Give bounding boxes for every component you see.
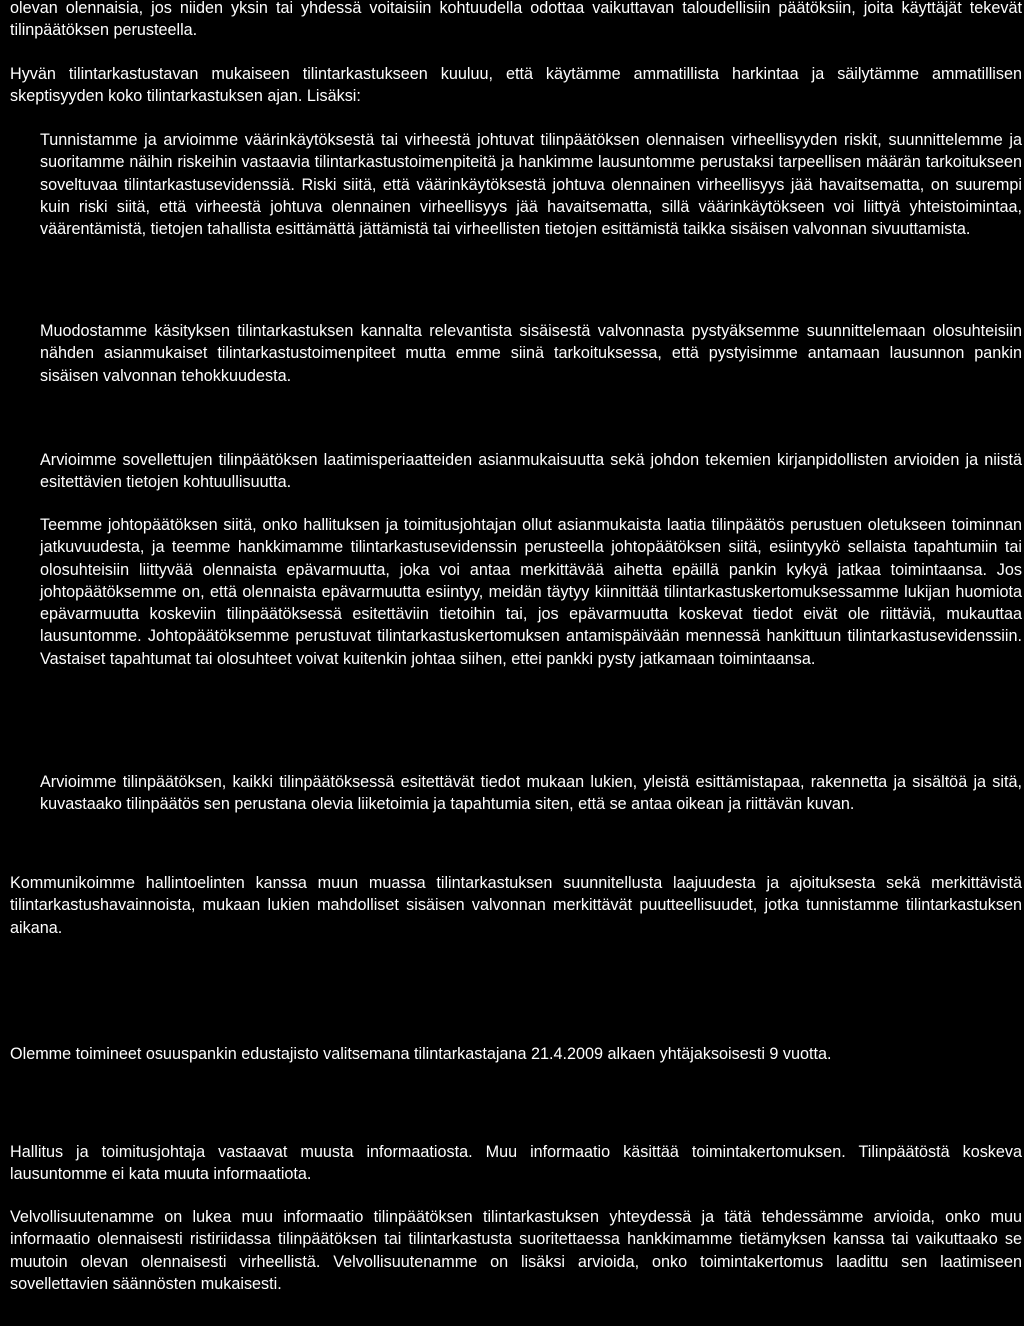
paragraph-auditor-appointment: Olemme toimineet osuuspankin edustajisto valitsemana tilintarkastajana 21.4.2009 alkaen yhtäjaksoisesti 9 vuotta. bbox=[10, 1045, 832, 1063]
paragraph-risk-identification: Tunnistamme ja arvioimme väärinkäytöksestä tai virheestä johtuvat tilinpäätöksen olennaisen virheellisyyden riskit, suunnittelemme ja suoritamme näihin riskeihin vastaavia tilintarkastustoimenpiteitä ja hankimme lausuntomme perustaksi tarpeellisen määrän tarkoitukseen soveltuvaa tilintarkastusevidenssiä. Riski siitä, että väärinkäytöksestä johtuva olennainen virheellisyys jää havaitsematta, on suurempi kuin riski siitä, että virheestä johtuva olennainen virheellisyys jää havaitsematta, sillä väärinkäytökseen voi liittyä yhteistoimintaa, väärentämistä, tietojen tahallista esittämättä jättämistä tai virheellisten tietojen esittämistä taikka sisäisen valvonnan sivuuttamista. bbox=[40, 131, 1022, 239]
paragraph-internal-control: Muodostamme käsityksen tilintarkastuksen kannalta relevantista sisäisestä valvonnasta pystyäksemme suunnittelemaan olosuhteisiin nähden asianmukaiset tilintarkastustoimenpiteet mutta emme siinä tarkoituksessa, että pystyisimme antamaan lausunnon pankin sisäisen valvonnan tehokkuudesta. bbox=[40, 322, 1022, 385]
paragraph-professional-judgement: Hyvän tilintarkastustavan mukaiseen tilintarkastukseen kuuluu, että käytämme ammatillista harkintaa ja säilytämme ammatillisen skeptisyyden koko tilintarkastuksen ajan. Lisäksi: bbox=[10, 65, 1022, 106]
paragraph-other-information: Hallitus ja toimitusjohtaja vastaavat muusta informaatiosta. Muu informaatio käsittää toimintakertomuksen. Tilinpäätöstä koskeva lausuntomme ei kata muuta informaatiota. bbox=[10, 1143, 1022, 1184]
paragraph-communication: Kommunikoimme hallintoelinten kanssa muun muassa tilintarkastuksen suunnitellusta laajuudesta ja ajoituksesta sekä merkittävistä tilintarkastushavainnoista, mukaan lukien mahdolliset sisäisen valvonnan merkittävät puutteellisuudet, jotka tunnistamme tilintarkastuksen aikana. bbox=[10, 874, 1022, 937]
paragraph-other-information-duty: Velvollisuutenamme on lukea muu informaatio tilinpäätöksen tilintarkastuksen yhteydessä ja tätä tehdessämme arvioida, onko muu informaatio olennaisesti ristiriidassa tilinpäätöksen tai tilintarkastusta suoritettaessa hankkimamme tietämyksen kanssa tai vaikuttaako se muutoin olevan olennaisesti virheellistä. Velvollisuutenamme on lisäksi arvioida, onko toimintakertomus laadittu sen laatimiseen sovellettavien säännösten mukaisesti. bbox=[10, 1208, 1022, 1293]
paragraph-overall-presentation: Arvioimme tilinpäätöksen, kaikki tilinpäätöksessä esitettävät tiedot mukaan lukien, yleistä esittämistapaa, rakennetta ja sisältöä ja sitä, kuvastaako tilinpäätös sen perustana olevia liiketoimia ja tapahtumia siten, että se antaa oikean ja riittävän kuvan. bbox=[40, 773, 1022, 814]
paragraph-materiality: olevan olennaisia, jos niiden yksin tai yhdessä voitaisiin kohtuudella odottaa vaikuttavan taloudellisiin päätöksiin, joita käyttäjät tekevät tilinpäätöksen perusteella. bbox=[10, 0, 1022, 40]
paragraph-going-concern: Teemme johtopäätöksen siitä, onko hallituksen ja toimitusjohtajan ollut asianmukaista laatia tilinpäätös perustuen oletukseen toiminnan jatkuvuudesta, ja teemme hankkimamme tilintarkastusevidenssin perusteella johtopäätöksen siitä, esiintyykö sellaista tapahtumiin tai olosuhteisiin liittyvää olennaista epävarmuutta, joka voi antaa merkittävää aihetta epäillä pankin kykyä jatkaa toimintaansa. Jos johtopäätöksemme on, että olennaista epävarmuutta esiintyy, meidän täytyy kiinnittää tilintarkastuskertomuksessamme lukijan huomiota epävarmuutta koskeviin tilinpäätöksessä esitettäviin tietoihin tai, jos epävarmuutta koskevat tiedot eivät ole riittäviä, mukauttaa lausuntomme. Johtopäätöksemme perustuvat tilintarkastuskertomuksen antamispäivään mennessä hankittuun tilintarkastusevidenssiin. Vastaiset tapahtumat tai olosuhteet voivat kuitenkin johtaa siihen, ettei pankki pysty jatkamaan toimintaansa. bbox=[40, 516, 1022, 668]
paragraph-accounting-policies: Arvioimme sovellettujen tilinpäätöksen laatimisperiaatteiden asianmukaisuutta sekä johdon tekemien kirjanpidollisten arvioiden ja niistä esitettävien tietojen kohtuullisuutta. bbox=[40, 451, 1022, 492]
